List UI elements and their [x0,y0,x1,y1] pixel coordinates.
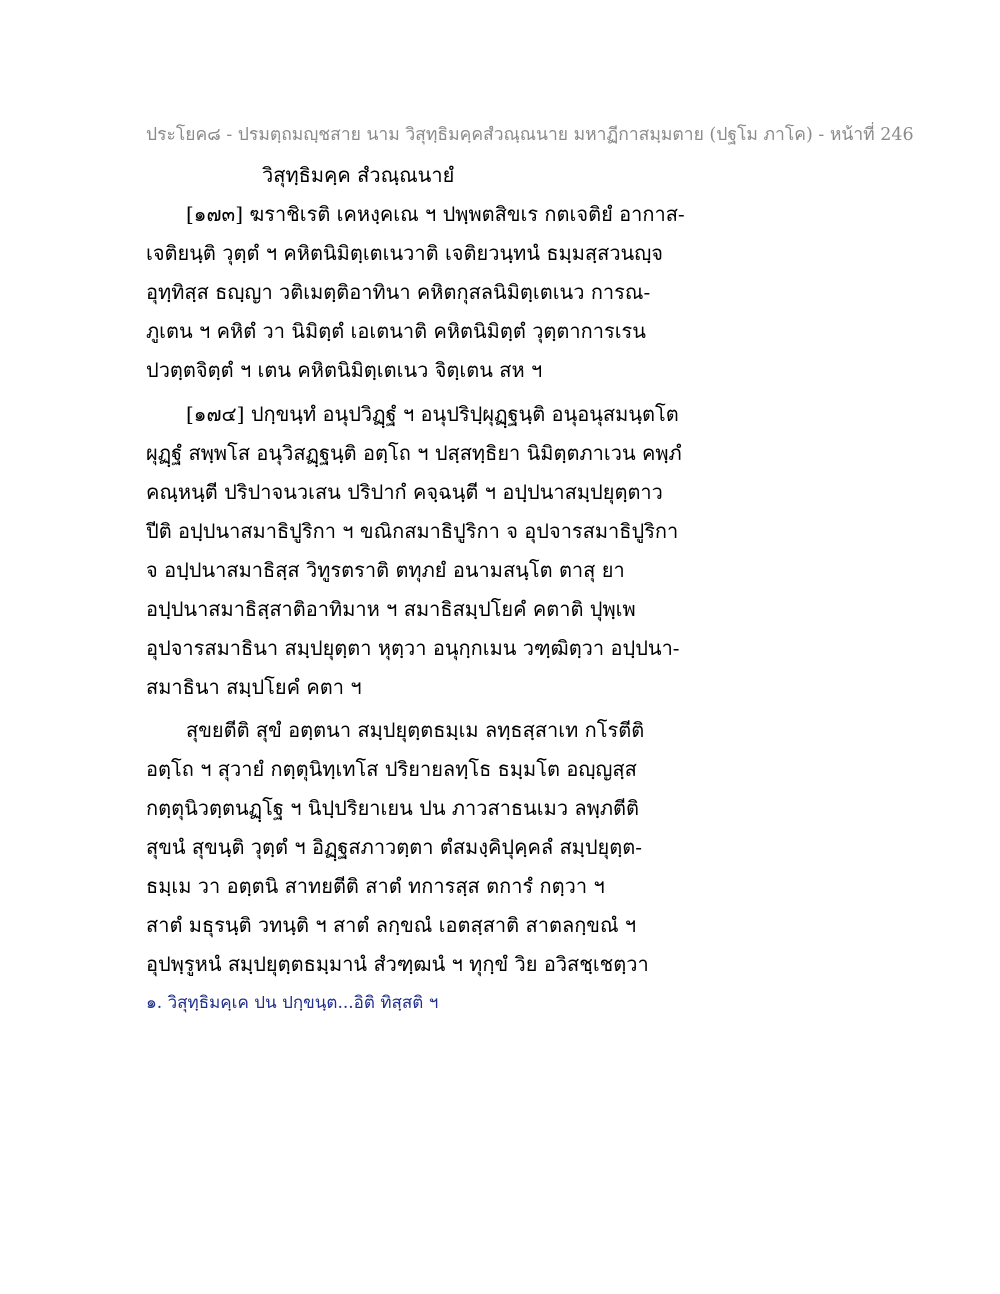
body-line: [๑๗๔] ปกฺขนฺทํ อนุปวิฏฺฐํ ฯ อนุปริปฺผุฏฺฐนฺติ อนุอนุสมนฺตโต [186,402,679,426]
body-line: ผุฏฺฐํ สพฺพโส อนุวิสฏฺฐนฺติ อตฺโถ ฯ ปสฺสทฺธิยา นิมิตฺตภาเวน คพฺภํ [146,441,682,465]
body-line: สุขยตีติ สุขํ อตฺตนา สมฺปยุตฺตธมฺเม ลทฺธสฺสาเท กโรตีติ [186,718,645,742]
body-line: จ อปฺปนาสมาธิสฺส วิทูรตราติ ตทุภยํ อนามสนฺโต ตาสุ ยา [146,558,625,582]
body-line: สมาธินา สมฺปโยคํ คตา ฯ [146,675,362,699]
body-line: ปวตฺตจิตฺตํ ฯ เตน คหิตนิมิตฺเตเนว จิตฺเตน สห ฯ [146,358,543,382]
body-line: สุขนํ สุขนฺติ วุตฺตํ ฯ อิฏฺฐสภาวตฺตา ตํสมงฺคิปุคฺคลํ สมฺปยุตฺต- [146,835,642,859]
page-header: ประโยค๘ - ปรมตฺถมญฺชสาย นาม วิสุทฺธิมคฺคสํวณฺณนาย มหาฏีกาสมฺมตาย (ปฐโม ภาโค) - หน้าที่ 246 [146,125,914,145]
body-line: [๑๗๓] ฆราชิเรติ เคหงฺคเณ ฯ ปพฺพตสิขเร กตเจติยํ อากาส- [186,202,685,226]
body-line: อุปจารสมาธินา สมฺปยุตฺตา หุตฺวา อนุกฺกเมน วฑฺฒิตฺวา อปฺปนา- [146,636,680,660]
section-title: วิสุทฺธิมคฺค สํวณฺณนายํ [262,163,455,187]
body-line: สาตํ มธุรนฺติ วทนฺติ ฯ สาตํ ลกฺขณํ เอตสฺสาติ สาตลกฺขณํ ฯ [146,913,637,937]
footnote: ๑. วิสุทฺธิมคฺเค ปน ปกฺขนฺต...อิติ ทิสฺสติ ฯ [146,993,439,1013]
body-line: คณฺหนฺตี ปริปาจนวเสน ปริปากํ คจฺฉนฺตี ฯ อปฺปนาสมฺปยุตฺตาว [146,480,663,504]
body-line: อปฺปนาสมาธิสฺสาติอาทิมาห ฯ สมาธิสมฺปโยคํ คตาติ ปุพฺเพ [146,597,636,621]
body-line: อุปพฺรูหนํ สมฺปยุตฺตธมฺมานํ สํวฑฺฒนํ ฯ ทุกฺขํ วิย อวิสชฺเชตฺวา [146,952,649,976]
body-line: เจติยนฺติ วุตฺตํ ฯ คหิตนิมิตฺเตเนวาติ เจติยวนฺทนํ ธมฺมสฺสวนญฺจ [146,241,663,265]
body-line: กตฺตุนิวตฺตนฏฺโฐ ฯ นิปฺปริยาเยน ปน ภาวสาธนเมว ลพฺภตีติ [146,796,640,820]
body-line: อุทฺทิสฺส ธญฺญา วติเมตฺติอาทินา คหิตกุสลนิมิตฺเตเนว การณ- [146,280,651,304]
body-line: ภูเตน ฯ คหิตํ วา นิมิตฺตํ เอเตนาติ คหิตนิมิตฺตํ วุตฺตาการเรน [146,319,646,343]
body-line: ปีติ อปฺปนาสมาธิปูริกา ฯ ขณิกสมาธิปูริกา จ อุปจารสมาธิปูริกา [146,519,679,543]
body-line: ธมฺเม วา อตฺตนิ สาทยตีติ สาตํ ทการสฺส ตการํ กตฺวา ฯ [146,874,605,898]
body-line: อตฺโถ ฯ สุวายํ กตฺตุนิทฺเทโส ปริยายลทฺโธ ธมฺมโต อญฺญสฺส [146,757,637,781]
